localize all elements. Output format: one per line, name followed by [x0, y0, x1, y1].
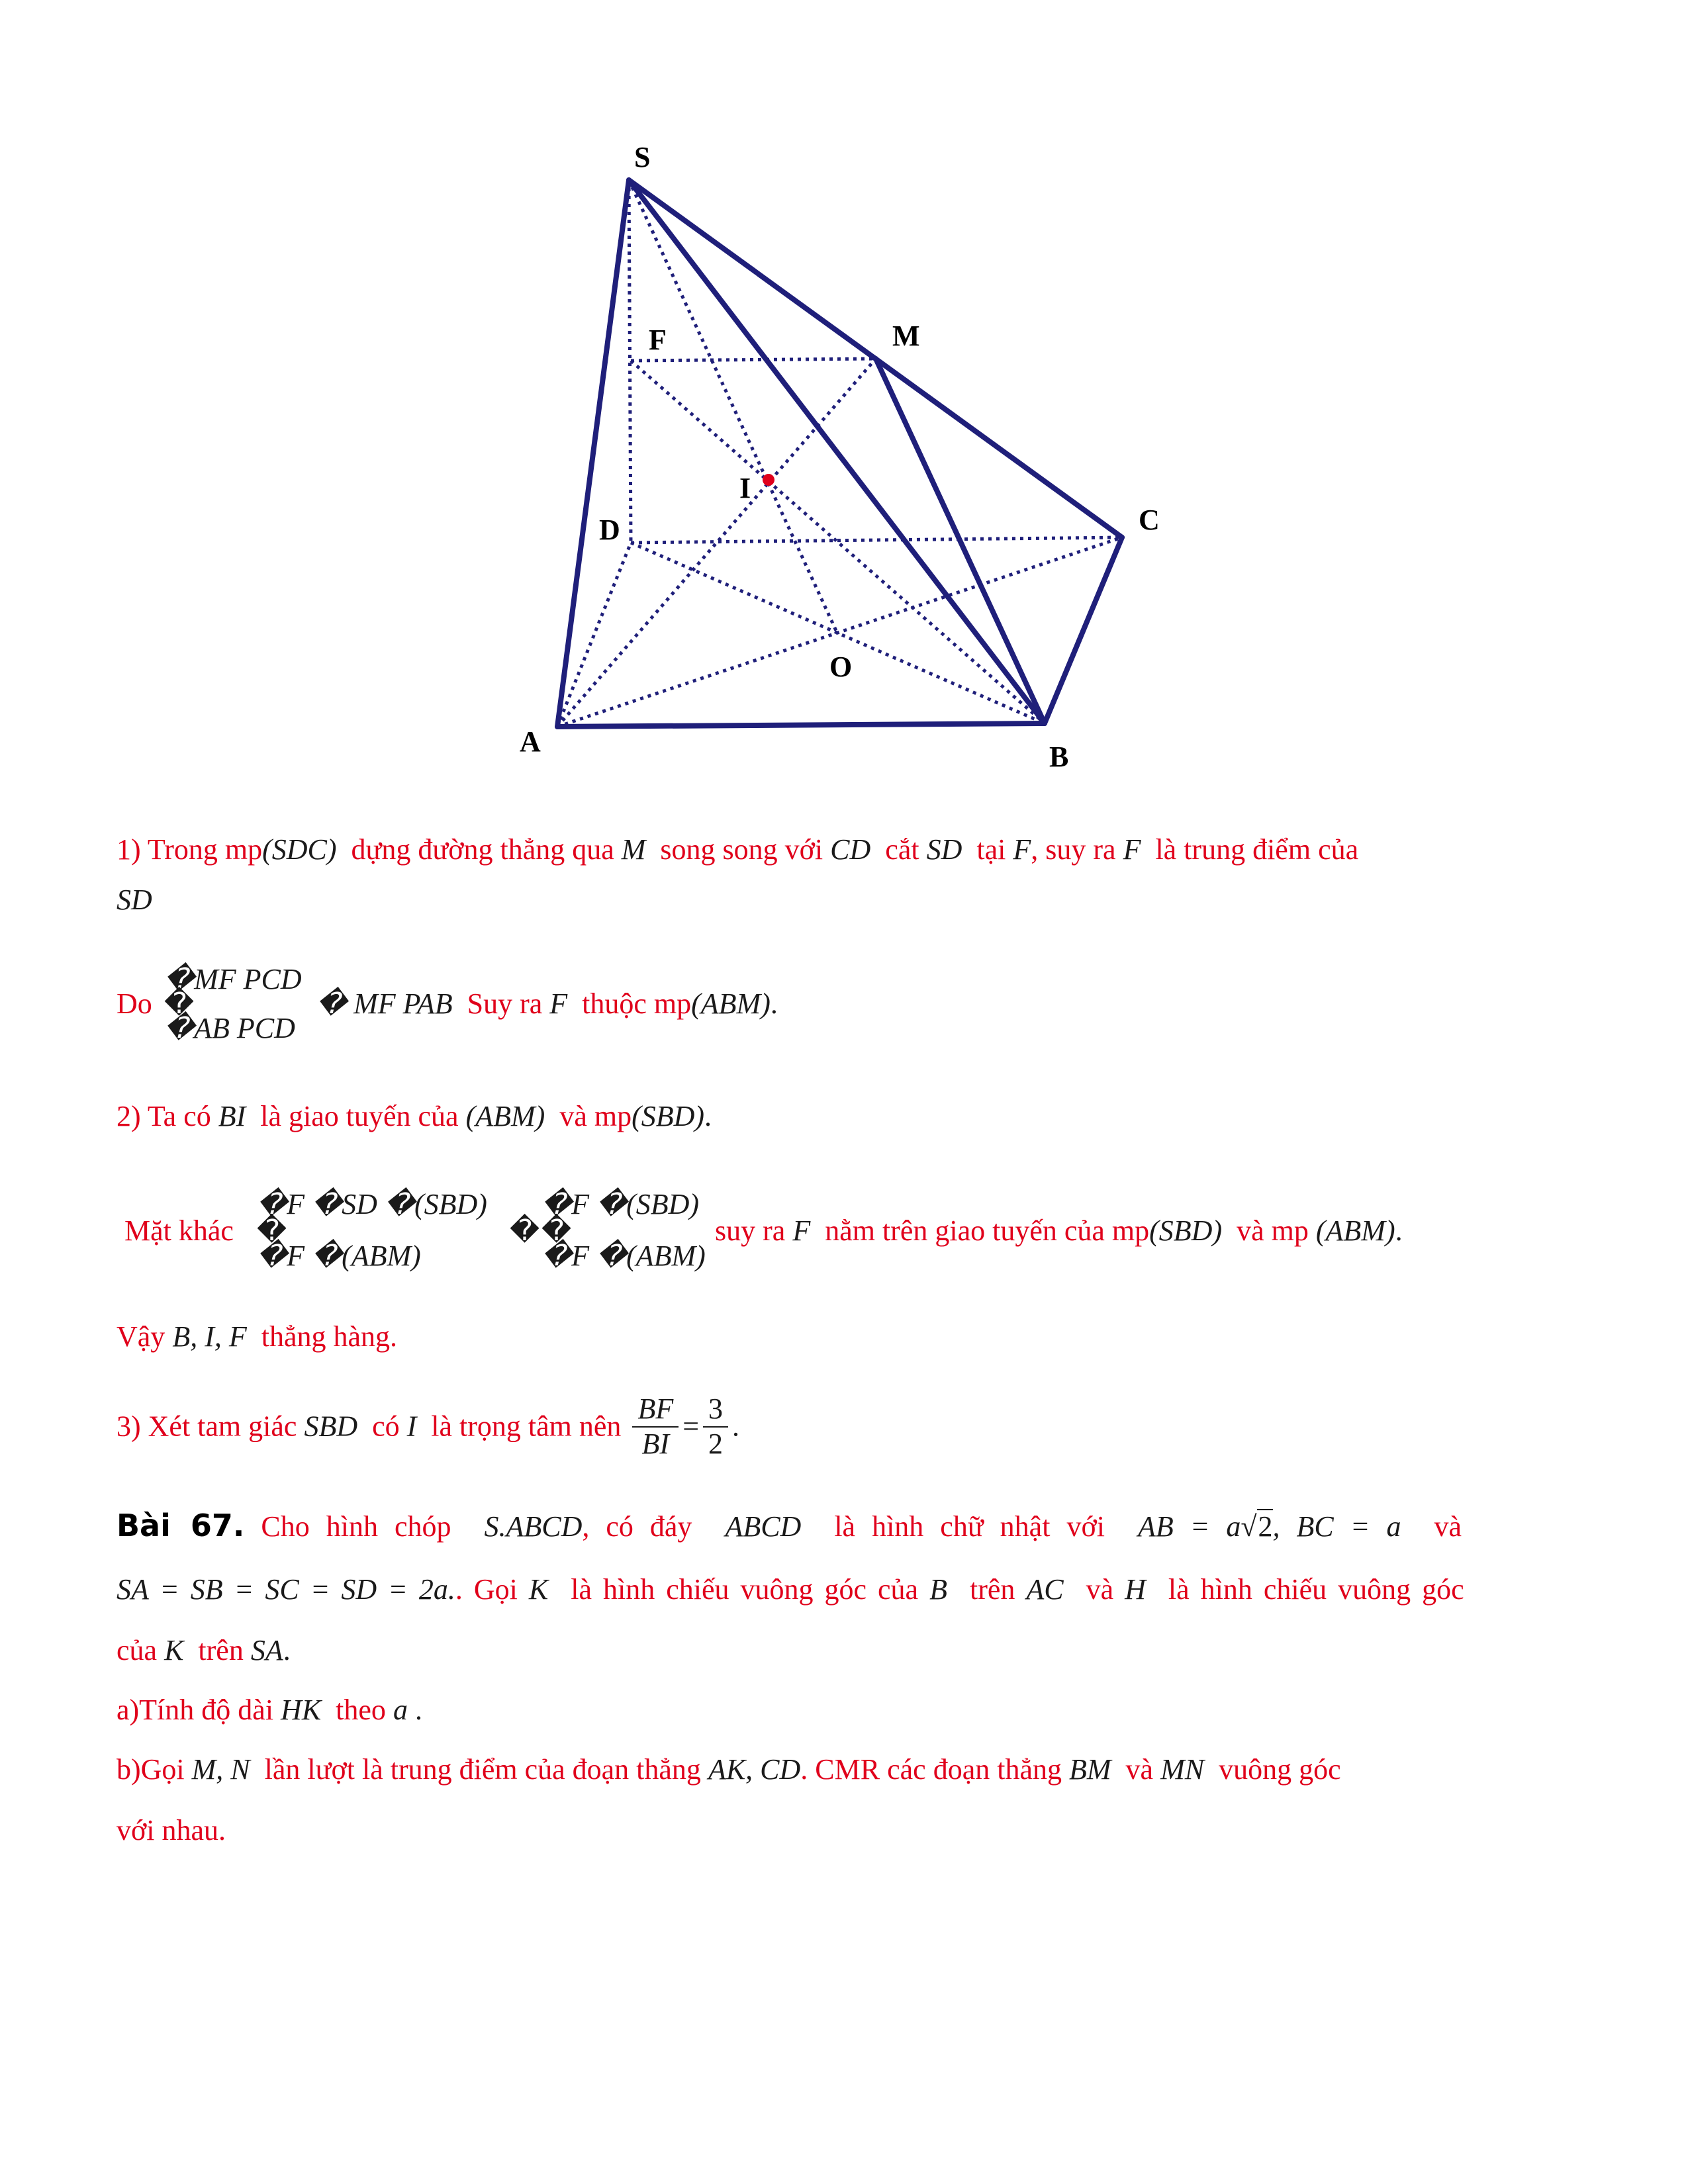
fraction-bf-bi: $\frac{BF}{BI}$: [632, 1392, 679, 1461]
label-C: C: [1139, 504, 1160, 536]
bai67-part-a: a)Tính độ dài HK theo a .: [117, 1694, 422, 1726]
mat-khac-label: Mặt khác: [124, 1214, 234, 1247]
do-system-line2: �AB PCD: [164, 1012, 295, 1044]
do-line-rest: � MF PAB Suy ra F thuộc mp(ABM).: [316, 987, 778, 1020]
edge-AC: [557, 537, 1122, 727]
label-B: B: [1049, 741, 1069, 773]
mat-khac-sysB-line2: �F �(ABM): [541, 1240, 706, 1272]
label-M: M: [892, 320, 920, 352]
mat-khac-sysA-line2: �F �(ABM): [257, 1240, 421, 1272]
fraction-3-2: $\frac{3}{2}$: [703, 1392, 728, 1461]
edge-SO: [629, 180, 837, 632]
part3-line: 3) Xét tam giác SBD có I là trọng tâm nên $\frac{BF}{BI}$ = $\frac{3}{2}$ .: [117, 1392, 740, 1460]
bai67-line1: Bài 67. Cho hình chóp S.ABCD, có đáy ABCD là hình chữ nhật với AB = a√2, BC = a và: [117, 1508, 1462, 1543]
pyramid-diagram: [0, 0, 1688, 814]
edge-SA: [557, 180, 629, 727]
label-D: D: [599, 514, 620, 546]
do-line-label: Do: [117, 987, 152, 1020]
label-S: S: [634, 141, 651, 173]
edge-FM: [631, 359, 876, 361]
do-system-line1: �MF PCD: [164, 963, 302, 995]
vay-line: Vậy B, I, F thẳng hàng.: [117, 1320, 398, 1353]
mat-khac-sysB-brace: �: [541, 1214, 572, 1247]
mat-khac-sysA-brace: �: [257, 1214, 287, 1247]
bai67-part-b-cont: với nhau.: [117, 1814, 226, 1846]
edge-DC: [631, 537, 1122, 543]
mat-khac-sysA-line1: �F �SD �(SBD): [257, 1188, 487, 1220]
bai67-part-b: b)Gọi M, N lần lượt là trung điểm của đoạn thẳng AK, CD. CMR các đoạn thẳng BM và MN vuông góc: [117, 1753, 1341, 1786]
label-A: A: [520, 725, 541, 758]
edge-SB: [629, 180, 1045, 723]
label-F: F: [649, 324, 667, 356]
part1-line1: 1) Trong mp(SDC) dựng đường thẳng qua M song song với CD cắt SD tại F, suy ra F là trung điểm của: [117, 833, 1359, 866]
label-I: I: [739, 472, 751, 504]
bai67-line2: SA = SB = SC = SD = 2a.. Gọi K là hình chiếu vuông góc của B trên AC và H là hình chiếu vuông góc: [117, 1573, 1464, 1606]
mat-khac-rest: suy ra F nằm trên giao tuyến của mp(SBD) và mp (ABM).: [715, 1214, 1403, 1247]
point-I: [763, 474, 774, 486]
mat-khac-implies: �: [510, 1214, 540, 1247]
part2-line: 2) Ta có BI là giao tuyến của (ABM) và mp(SBD).: [117, 1100, 712, 1132]
label-O: O: [829, 651, 853, 683]
mat-khac-sysB-line1: �F �(SBD): [541, 1188, 700, 1220]
edge-BC: [1045, 537, 1122, 723]
part1-line2: SD: [117, 884, 152, 916]
bai67-title: Bài 67.: [117, 1508, 245, 1543]
edge-AB: [557, 723, 1045, 727]
do-system-brace: �: [164, 987, 195, 1020]
bai67-line3: của K trên SA.: [117, 1634, 291, 1666]
